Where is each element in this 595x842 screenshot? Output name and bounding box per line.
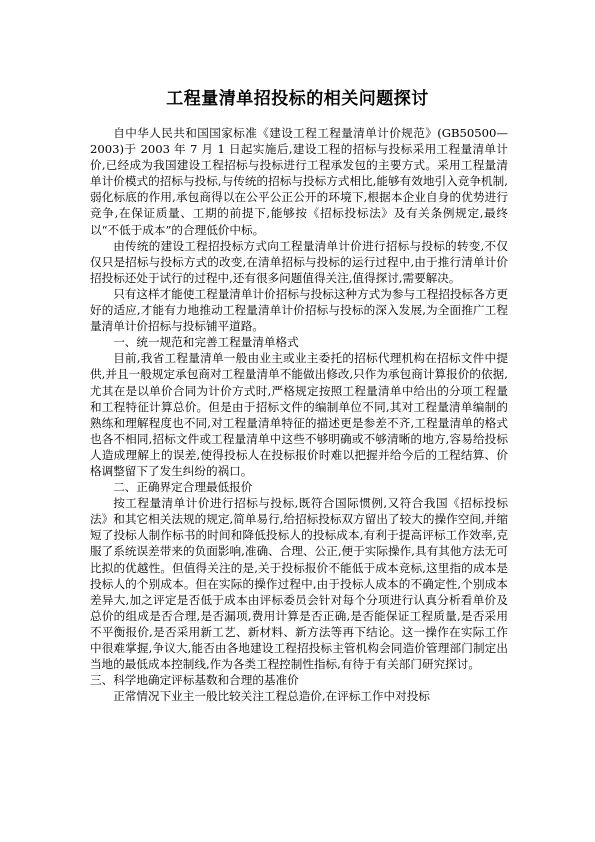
paragraph-intro: 自中华人民共和国国家标准《建设工程工程量清单计价规范》(GB50500—2003)于 2003 年 7 月 1 日起实施后,建设工程的招标与投标采用工程量清单计价,已经成为我国建设工程招标与投标进行工程承发包的主要方式。采用工程量清单计价模式的招标与投标,与传统的招标与投标方式相比,能够有效地引入竞争机制,弱化标底的作用,承包商得以在公平公正公开的环境下,根据本企业自身的优势进行竞争,在保证质量、工期的前提下,能够按《招标投标法》及有关条例规定,最终以“不低于成本”的合理低价中标。 <box>90 126 508 237</box>
paragraph-goal: 只有这样才能使工程量清单计价招标与投标这种方式为参与工程招投标各方更好的适应,才能有力地推动工程量清单计价招标与投标的深入发展,为全面推广工程量清单计价招标与投标铺平道路。 <box>90 286 508 334</box>
section-heading-2: 二、正确界定合理最低报价 <box>113 480 253 495</box>
section-heading-1: 一、统一规范和完善工程量清单格式 <box>113 335 299 350</box>
paragraph-section-2: 按工程量清单计价进行招标与投标,既符合国际惯例,又符合我国《招标投标法》和其它相关法规的规定,简单易行,给招标投标双方留出了较大的操作空间,并缩短了投标人制作标书的时间和降低投标人的投标成本,有利于提高评标工作效率,克服了系统误差带来的负面影响,准确、合理、公正,便于实际操作,具有其他方法无可比拟的优越性。但值得关注的是,关于投标报价不能低于成本竞标,这里指的成本是投标人的个别成本。但在实际的操作过程中,由于投标人成本的不确定性,个别成本差异大,加之评定是否低于成本由评标委员会针对每个分项进行认真分析看单价及总价的组成是否合理,是否漏项,费用计算是否正确,是否能保证工程质量,是否采用不平衡报价,是否采用新工艺、新材料、新方法等再下结论。这一操作在实际工作中很难掌握,争议大,能否由各地建设工程招投标主管机构会同造价管理部门制定出当地的最低成本控制线,作为各类工程控制性指标,有待于有关部门研究探讨。 <box>90 496 508 672</box>
section-heading-3: 三、科学地确定评标基数和合理的基准价 <box>90 673 299 688</box>
document-body <box>90 125 508 704</box>
paragraph-transition: 由传统的建设工程招投标方式向工程量清单计价进行招标与投标的转变,不仅仅只是招标与投标方式的改变,在清单招标与投标的运行过程中,由于推行清单计价招投标还处于试行的过程中,还有很多问题值得关注,值得探讨,需要解决。 <box>90 238 508 285</box>
paragraph-section-1: 目前,我省工程量清单一般由业主或业主委托的招标代理机构在招标文件中提供,并且一般规定承包商对工程量清单不能做出修改,只作为承包商计算报价的依据,尤其在是以单价合同为计价方式时,严格规定按照工程量清单中给出的分项工程量和工程特征计算总价。但是由于招标文件的编制单位不同,其对工程量清单编制的熟练和理解程度也不同,对工程量清单特征的描述更是参差不齐,工程量清单的格式也各不相同,招标文件或工程量清单中这些不够明确或不够清晰的地方,容易给投标人造成理解上的误差,使得投标人在投标报价时难以把握并给今后的工程结算、价格调整留下了发生纠纷的祸口。 <box>90 351 508 478</box>
paragraph-section-3: 正常情况下业主一般比较关注工程总造价,在评标工作中对投标 <box>113 689 430 704</box>
document-title: 工程量清单招投标的相关问题探讨 <box>166 89 429 109</box>
